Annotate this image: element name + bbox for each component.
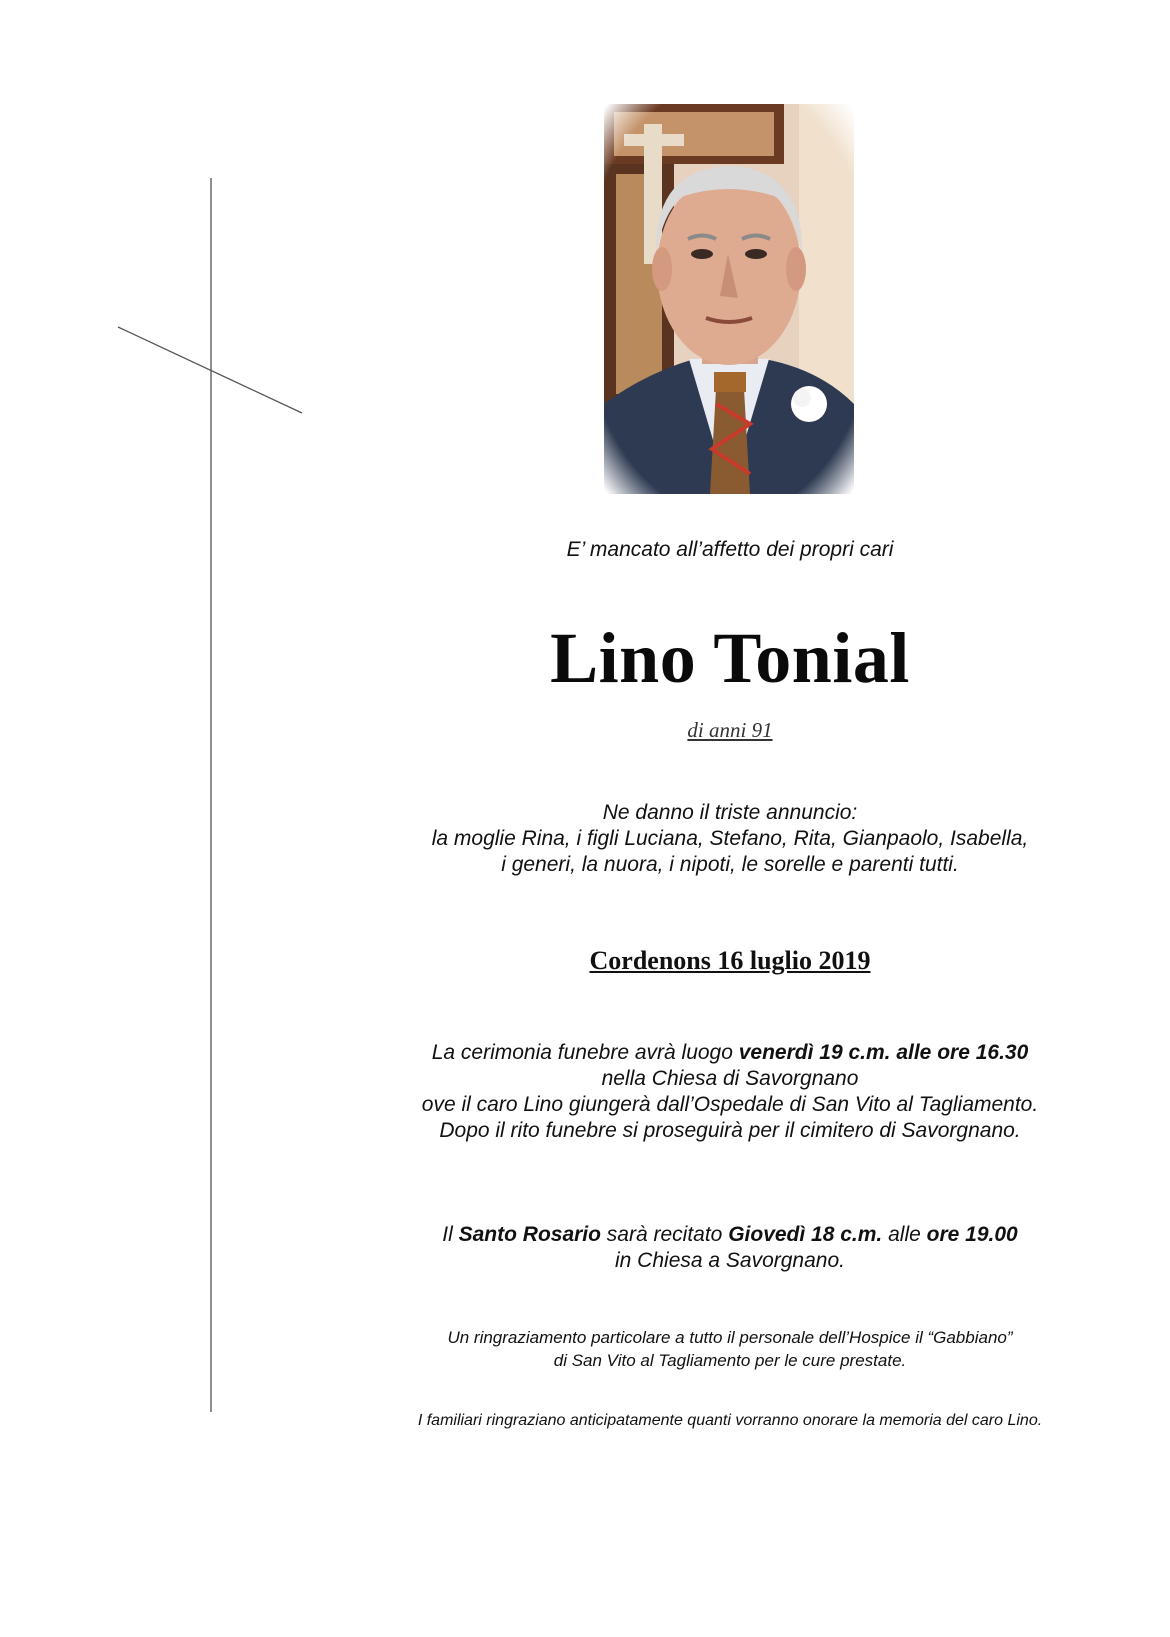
intro-text: E’ mancato all’affetto dei propri cari: [566, 538, 894, 561]
ceremony-time: venerdì 19 c.m. alle ore 16.30: [738, 1041, 1029, 1064]
ceremony-line: nella Chiesa di Savorgnano: [601, 1067, 859, 1090]
rosary-day: Giovedì 18 c.m.: [728, 1223, 883, 1246]
rosary-block: [360, 1222, 1100, 1274]
family-thanks: I familiari ringraziano anticipatamente quanti vorranno onorare la memoria del caro Lino.: [417, 1412, 1043, 1429]
rosary-time: ore 19.00: [926, 1223, 1018, 1246]
ceremony-text: La cerimonia funebre avrà luogo: [431, 1041, 739, 1064]
rosary-line: in Chiesa a Savorgnano.: [615, 1249, 845, 1272]
rosary-text: sarà recitato: [600, 1223, 729, 1246]
ceremony-line: ove il caro Lino giungerà dall’Ospedale di San Vito al Tagliamento.: [421, 1093, 1039, 1116]
age-text: di anni 91: [687, 718, 773, 742]
hospice-thanks-line: Un ringraziamento particolare a tutto il personale dell’Hospice il “Gabbiano”: [447, 1328, 1013, 1347]
rosary-text: alle: [882, 1223, 927, 1246]
ceremony-line: [360, 1040, 1100, 1066]
hospice-thanks-line: di San Vito al Tagliamento per le cure prestate.: [553, 1351, 907, 1370]
ceremony-line: Dopo il rito funebre si proseguirà per il cimitero di Savorgnano.: [439, 1119, 1021, 1142]
announcement-heading: Ne danno il triste annuncio:: [602, 801, 858, 824]
rosary-line: [360, 1222, 1100, 1248]
hospice-thanks: [360, 1326, 1100, 1372]
cross-symbol: [0, 0, 320, 1420]
announcement-block: [360, 800, 1100, 878]
rosary-title: Santo Rosario: [458, 1223, 601, 1246]
ceremony-block: [360, 1040, 1100, 1144]
announcement-line: i generi, la nuora, i nipoti, le sorelle e parenti tutti.: [501, 853, 959, 876]
deceased-name: Lino Tonial: [550, 618, 910, 698]
place-date: Cordenons 16 luglio 2019: [589, 946, 871, 975]
rosary-text: Il: [442, 1223, 459, 1246]
portrait-photo: [604, 104, 854, 494]
announcement-line: la moglie Rina, i figli Luciana, Stefano, Rita, Gianpaolo, Isabella,: [431, 827, 1029, 850]
